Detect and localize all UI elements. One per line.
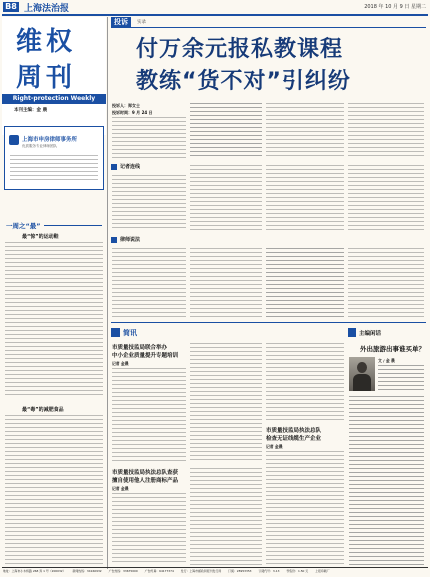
complaint-tag-rule bbox=[111, 27, 426, 28]
brief1-reporter: 记者 金晨 bbox=[112, 361, 129, 366]
reporter-body-col3 bbox=[266, 165, 344, 231]
brief2-body bbox=[112, 493, 186, 565]
column-headline: 外出旅游出事谁买单？ bbox=[360, 345, 425, 353]
footer-fax: 广告传真：64177374 bbox=[144, 569, 174, 573]
headline-line-2: 教练“货不对”引纠纷 bbox=[136, 69, 351, 94]
sponsor-name: 上海市申房律师事务所 bbox=[22, 137, 78, 143]
page-header bbox=[0, 0, 430, 14]
column-icon bbox=[348, 328, 356, 337]
brief3-body-top bbox=[266, 343, 344, 421]
sponsor-sub: 优质服务专业律师团队 bbox=[22, 144, 57, 148]
footer-ad-tel: 广告热线：33675000 bbox=[108, 569, 138, 573]
column-author-photo bbox=[349, 357, 375, 391]
header-rule bbox=[2, 14, 428, 16]
column-photo-head bbox=[357, 362, 367, 373]
column-header bbox=[348, 327, 424, 339]
brief2-reporter: 记者 金晨 bbox=[112, 486, 129, 491]
reporter-section-label: 记者连线 bbox=[120, 164, 141, 170]
footer-news-tel: 新闻热线：34160932 bbox=[72, 569, 102, 573]
lawyer-icon bbox=[111, 237, 117, 243]
footer-rule bbox=[2, 567, 428, 568]
footer-subscribe: 订阅：28953353 bbox=[228, 569, 252, 573]
headline-line-1: 付万余元报私教课程 bbox=[136, 37, 344, 62]
item2-title: 最“毒”的减肥食品 bbox=[22, 407, 64, 413]
masthead-english: Right-protection Weekly bbox=[2, 94, 106, 104]
brief3-headline-b: 检查无证线缆生产企业 bbox=[266, 436, 322, 442]
column-divider bbox=[107, 17, 108, 569]
lawyer-body-col3 bbox=[266, 248, 344, 318]
editor-line: 本刊主编：金 晨 bbox=[14, 108, 48, 113]
masthead-title-1: 维权 bbox=[16, 27, 77, 57]
reporter-body-col4 bbox=[348, 165, 424, 231]
complainant: 投诉人：郑女士 bbox=[112, 103, 140, 108]
column-photo-body bbox=[353, 374, 371, 391]
brief-label: 简讯 bbox=[123, 329, 137, 337]
footer-distribution: 发行：上海市邮政局报刊发行局 bbox=[180, 569, 222, 573]
complaint-tag bbox=[111, 17, 155, 27]
sponsor-logo bbox=[9, 135, 19, 145]
complaint-tag-label: 投诉 bbox=[111, 17, 131, 27]
lawyer-body-col4 bbox=[348, 248, 424, 318]
brief2-body-col2 bbox=[190, 468, 262, 565]
newspaper-name: 上海法治报 bbox=[24, 4, 70, 14]
footer-printer: 上报印刷厂 bbox=[315, 569, 330, 573]
reporter-icon bbox=[111, 164, 117, 170]
footer-price: 零售价：1.50 元 bbox=[286, 569, 309, 573]
week-section-header bbox=[4, 220, 104, 230]
complaint-body-col1 bbox=[112, 117, 186, 159]
sponsor-text bbox=[10, 155, 98, 183]
sponsor-ad bbox=[4, 126, 104, 190]
brief1-body bbox=[112, 368, 186, 463]
section-divider bbox=[111, 322, 426, 323]
footer bbox=[3, 569, 428, 576]
brief3-headline: 市质量技监局执法总队 bbox=[266, 428, 322, 434]
page-number-badge: B8 bbox=[3, 2, 19, 12]
masthead-title-2: 周刊 bbox=[16, 63, 77, 93]
reporter-section-header bbox=[111, 163, 171, 172]
brief1-headline-b: 中小企业质量提升专题培训 bbox=[112, 353, 179, 359]
column-body-top bbox=[378, 365, 424, 393]
lawyer-body-col1 bbox=[112, 248, 186, 318]
brief-icon bbox=[111, 328, 120, 337]
week-rule bbox=[44, 225, 102, 226]
week-label: 一周之“最” bbox=[6, 222, 41, 230]
brief2-headline-b: 擅自使用他人注册商标产品 bbox=[112, 478, 179, 484]
reporter-body-col1 bbox=[112, 175, 186, 231]
masthead bbox=[2, 17, 106, 135]
column-byline: 文 / 金 晨 bbox=[378, 358, 395, 363]
brief3-reporter: 记者 金晨 bbox=[266, 444, 283, 449]
brief1-headline: 市质量技监局联合举办 bbox=[112, 345, 168, 351]
complaint-body-col4 bbox=[348, 103, 424, 159]
date-line: 2018 年 10 月 9 日 星期二 bbox=[364, 4, 426, 10]
brief2-headline: 市质量技监局执法总队查获 bbox=[112, 470, 179, 476]
brief1-body-col2 bbox=[190, 343, 262, 463]
item2-text bbox=[5, 415, 103, 565]
footer-address: 地址：上海市小木桥路 268 弄 1 号（200032） bbox=[3, 569, 66, 573]
complaint-body-col3 bbox=[266, 103, 344, 159]
item1-text bbox=[5, 242, 103, 397]
item1-title: 最“惊”的运动鞋 bbox=[22, 234, 59, 240]
lawyer-body-col2 bbox=[190, 248, 262, 318]
lawyer-section-header bbox=[111, 236, 171, 245]
column-body bbox=[349, 396, 424, 565]
footer-sub-code: 订阅代号：3-13 bbox=[258, 569, 280, 573]
complaint-body-col2 bbox=[190, 103, 262, 159]
complaint-tag-sub: 实录 bbox=[137, 20, 146, 25]
brief-header bbox=[111, 327, 171, 339]
brief3-body bbox=[266, 451, 344, 565]
reporter-body-col2 bbox=[190, 165, 262, 231]
lawyer-section-label: 律师说法 bbox=[120, 237, 141, 243]
complaint-date: 投诉时间：9 月 24 日 bbox=[112, 110, 153, 115]
column-label: 主编闲话 bbox=[359, 331, 382, 337]
